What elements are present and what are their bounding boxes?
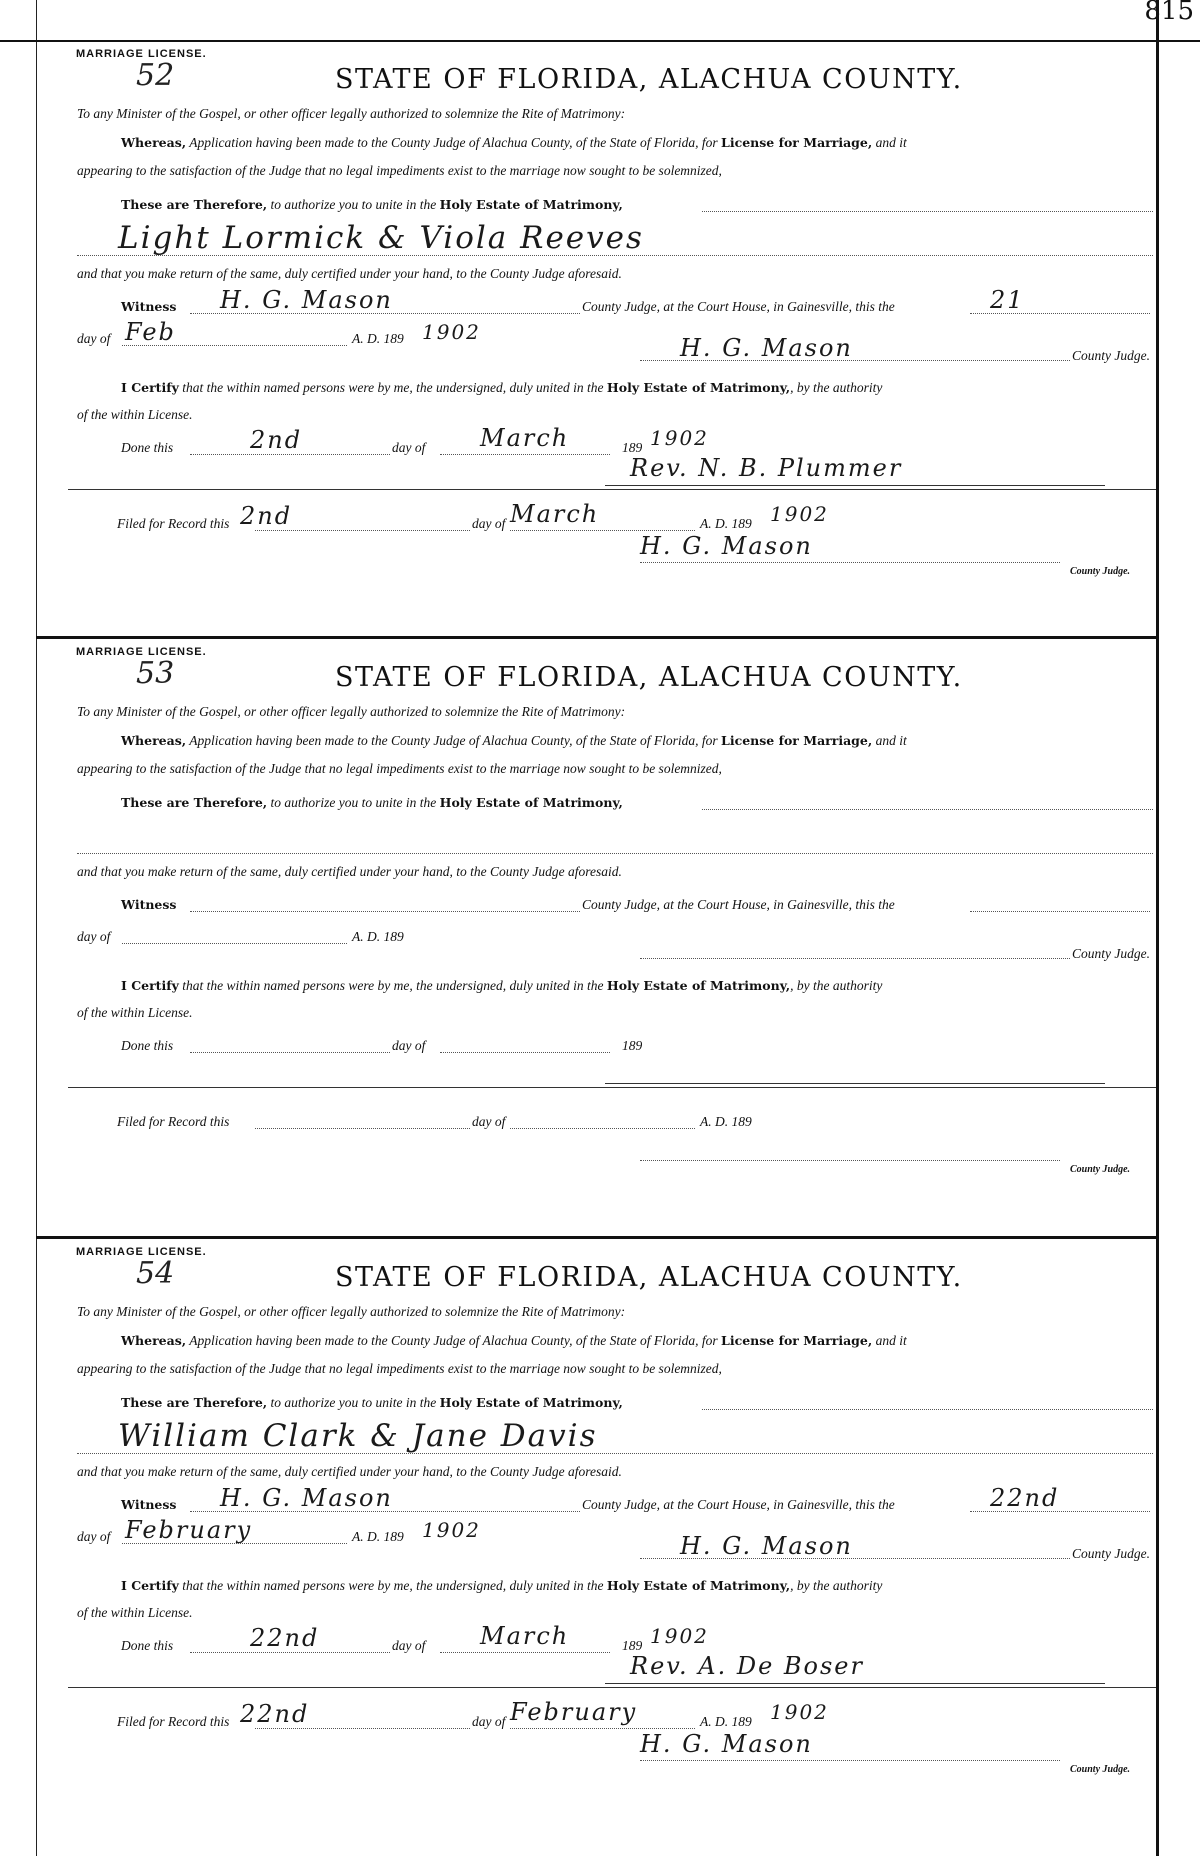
day-handwritten: 22nd — [990, 1484, 1060, 1512]
officiant-signature: Rev. A. De Boser — [630, 1652, 864, 1680]
names-handwritten: William Clark & Jane Davis — [118, 1418, 598, 1454]
filed-signature: H. G. Mason — [640, 1730, 813, 1758]
within-license-line: of the within License. — [77, 1605, 193, 1620]
done-day-handwritten: 2nd — [250, 426, 303, 454]
therefore-line: These are Therefore, to authorize you to unite in the Holy Estate of Matrimony, — [121, 197, 623, 212]
license-number: 54 — [136, 1256, 175, 1291]
dotted-line — [122, 345, 347, 346]
county-judge-label: County Judge. — [1072, 946, 1150, 961]
county-judge-small-label: County Judge. — [1070, 1764, 1131, 1775]
ad-label: A. D. 189 — [352, 331, 404, 346]
filed-year-handwritten: 1902 — [770, 502, 829, 526]
dotted-line — [702, 211, 1153, 212]
done-year-label: 189 — [622, 1638, 643, 1653]
section-rule — [68, 1687, 1156, 1688]
dotted-line — [970, 911, 1150, 912]
therefore-line: These are Therefore, to authorize you to unite in the Holy Estate of Matrimony, — [121, 1395, 623, 1410]
judge-signature: H. G. Mason — [680, 334, 853, 362]
filed-signature: H. G. Mason — [640, 532, 813, 560]
license-number: 53 — [136, 656, 175, 691]
certify-line: I Certify that the within named persons were by me, the undersigned, duly united in the Holy Estate of Matrimony,, by the authority — [121, 978, 883, 993]
dotted-line — [640, 958, 1070, 959]
dotted-line — [255, 1728, 470, 1729]
address-line: To any Minister of the Gospel, or other officer legally authorized to solemnize the Rite of Matrimony: — [77, 1304, 626, 1319]
within-license-line: of the within License. — [77, 407, 193, 422]
return-line: and that you make return of the same, duly certified under your hand, to the County Judge aforesaid. — [77, 266, 622, 281]
dotted-line — [122, 943, 347, 944]
dotted-line — [640, 562, 1060, 563]
year-handwritten: 1902 — [422, 1518, 481, 1542]
signature-line — [605, 1083, 1105, 1084]
dotted-line — [640, 360, 1070, 361]
filed-label: Filed for Record this — [117, 1114, 230, 1129]
filed-label: Filed for Record this — [117, 1714, 230, 1729]
filed-day-of-label: day of — [472, 516, 506, 531]
year-handwritten: 1902 — [422, 320, 481, 344]
month-handwritten: February — [125, 1516, 253, 1544]
filed-month-handwritten: March — [510, 500, 600, 528]
signature-line — [605, 485, 1105, 486]
filed-ad-label: A. D. 189 — [700, 1114, 752, 1129]
county-judge-small-label: County Judge. — [1070, 566, 1131, 577]
appearing-line: appearing to the satisfaction of the Judge that no legal impediments exist to the marriage now sought to be solemnized, — [77, 761, 722, 776]
dotted-line — [440, 1652, 610, 1653]
dotted-line — [970, 1511, 1150, 1512]
dotted-line — [640, 1160, 1060, 1161]
day-of-label: day of — [77, 331, 111, 346]
within-license-line: of the within License. — [77, 1005, 193, 1020]
done-this-label: Done this — [121, 1038, 174, 1053]
certify-line: I Certify that the within named persons were by me, the undersigned, duly united in the Holy Estate of Matrimony,, by the authority — [121, 380, 883, 395]
filed-day-of-label: day of — [472, 1714, 506, 1729]
names-handwritten: Light Lormick & Viola Reeves — [118, 220, 644, 256]
done-day-of-label: day of — [392, 1638, 426, 1653]
signature-line — [605, 1683, 1105, 1684]
witness-signature: H. G. Mason — [220, 286, 393, 314]
marriage-license — [40, 1240, 1155, 1840]
names-line — [77, 255, 1153, 256]
marriage-license — [40, 640, 1155, 1240]
certify-line: I Certify that the within named persons were by me, the undersigned, duly united in the Holy Estate of Matrimony,, by the authority — [121, 1578, 883, 1593]
dotted-line — [190, 1511, 580, 1512]
day-of-label: day of — [77, 1529, 111, 1544]
dotted-line — [640, 1558, 1070, 1559]
witness-signature: H. G. Mason — [220, 1484, 393, 1512]
judge-signature: H. G. Mason — [680, 1532, 853, 1560]
court-house-text: County Judge, at the Court House, in Gainesville, this the — [582, 299, 895, 314]
done-month-handwritten: March — [480, 1622, 570, 1650]
day-handwritten: 21 — [990, 286, 1025, 314]
court-house-text: County Judge, at the Court House, in Gainesville, this the — [582, 1497, 895, 1512]
dotted-line — [510, 530, 695, 531]
done-day-of-label: day of — [392, 440, 426, 455]
license-title: STATE OF FLORIDA, ALACHUA COUNTY. — [335, 1262, 963, 1293]
filed-month-handwritten: February — [510, 1698, 638, 1726]
dotted-line — [702, 1409, 1153, 1410]
appearing-line: appearing to the satisfaction of the Judge that no legal impediments exist to the marriage now sought to be solemnized, — [77, 1361, 722, 1376]
appearing-line: appearing to the satisfaction of the Judge that no legal impediments exist to the marriage now sought to be solemnized, — [77, 163, 722, 178]
filed-ad-label: A. D. 189 — [700, 516, 752, 531]
done-month-handwritten: March — [480, 424, 570, 452]
dotted-line — [440, 1052, 610, 1053]
dotted-line — [510, 1728, 695, 1729]
license-label: MARRIAGE LICENSE. — [76, 1246, 207, 1258]
whereas-line: Whereas, Application having been made to the County Judge of Alachua County, of the State of Florida, for License for Marriage, and it — [121, 733, 907, 748]
dotted-line — [190, 1052, 390, 1053]
whereas-line: Whereas, Application having been made to the County Judge of Alachua County, of the State of Florida, for License for Marriage, and it — [121, 135, 907, 150]
day-of-label: day of — [77, 929, 111, 944]
dotted-line — [702, 809, 1153, 810]
witness-line: Witness — [121, 897, 177, 912]
section-rule — [68, 489, 1156, 490]
return-line: and that you make return of the same, duly certified under your hand, to the County Judge aforesaid. — [77, 864, 622, 879]
filed-year-handwritten: 1902 — [770, 1700, 829, 1724]
officiant-signature: Rev. N. B. Plummer — [630, 454, 903, 482]
county-judge-label: County Judge. — [1072, 1546, 1150, 1561]
done-day-handwritten: 22nd — [250, 1624, 320, 1652]
address-line: To any Minister of the Gospel, or other officer legally authorized to solemnize the Rite of Matrimony: — [77, 106, 626, 121]
marriage-license — [40, 42, 1155, 642]
names-line — [77, 853, 1153, 854]
whereas-line: Whereas, Application having been made to the County Judge of Alachua County, of the State of Florida, for License for Marriage, and it — [121, 1333, 907, 1348]
county-judge-small-label: County Judge. — [1070, 1164, 1131, 1175]
page-number: 815 — [1144, 0, 1194, 26]
done-year-handwritten: 1902 — [650, 426, 709, 450]
license-number: 52 — [136, 58, 175, 93]
dotted-line — [970, 313, 1150, 314]
dotted-line — [440, 454, 610, 455]
license-title: STATE OF FLORIDA, ALACHUA COUNTY. — [335, 64, 963, 95]
filed-ad-label: A. D. 189 — [700, 1714, 752, 1729]
address-line: To any Minister of the Gospel, or other officer legally authorized to solemnize the Rite of Matrimony: — [77, 704, 626, 719]
done-year-handwritten: 1902 — [650, 1624, 709, 1648]
dotted-line — [190, 911, 580, 912]
done-this-label: Done this — [121, 1638, 174, 1653]
ad-label: A. D. 189 — [352, 1529, 404, 1544]
dotted-line — [510, 1128, 695, 1129]
done-this-label: Done this — [121, 440, 174, 455]
dotted-line — [255, 1128, 470, 1129]
witness-line: Witness — [121, 299, 177, 314]
done-day-of-label: day of — [392, 1038, 426, 1053]
month-handwritten: Feb — [125, 318, 176, 346]
county-judge-label: County Judge. — [1072, 348, 1150, 363]
license-title: STATE OF FLORIDA, ALACHUA COUNTY. — [335, 662, 963, 693]
ad-label: A. D. 189 — [352, 929, 404, 944]
done-year-label: 189 — [622, 1038, 643, 1053]
court-house-text: County Judge, at the Court House, in Gainesville, this the — [582, 897, 895, 912]
dotted-line — [190, 1652, 390, 1653]
filed-day-handwritten: 22nd — [240, 1700, 310, 1728]
dotted-line — [190, 313, 580, 314]
right-margin-line — [1156, 0, 1159, 1856]
filed-day-of-label: day of — [472, 1114, 506, 1129]
therefore-line: These are Therefore, to authorize you to unite in the Holy Estate of Matrimony, — [121, 795, 623, 810]
license-label: MARRIAGE LICENSE. — [76, 48, 207, 60]
dotted-line — [255, 530, 470, 531]
section-rule — [68, 1087, 1156, 1088]
return-line: and that you make return of the same, duly certified under your hand, to the County Judge aforesaid. — [77, 1464, 622, 1479]
dotted-line — [190, 454, 390, 455]
names-line — [77, 1453, 1153, 1454]
done-year-label: 189 — [622, 440, 643, 455]
witness-line: Witness — [121, 1497, 177, 1512]
license-label: MARRIAGE LICENSE. — [76, 646, 207, 658]
filed-label: Filed for Record this — [117, 516, 230, 531]
left-margin-line — [36, 0, 37, 1856]
filed-day-handwritten: 2nd — [240, 502, 293, 530]
dotted-line — [122, 1543, 347, 1544]
dotted-line — [640, 1760, 1060, 1761]
